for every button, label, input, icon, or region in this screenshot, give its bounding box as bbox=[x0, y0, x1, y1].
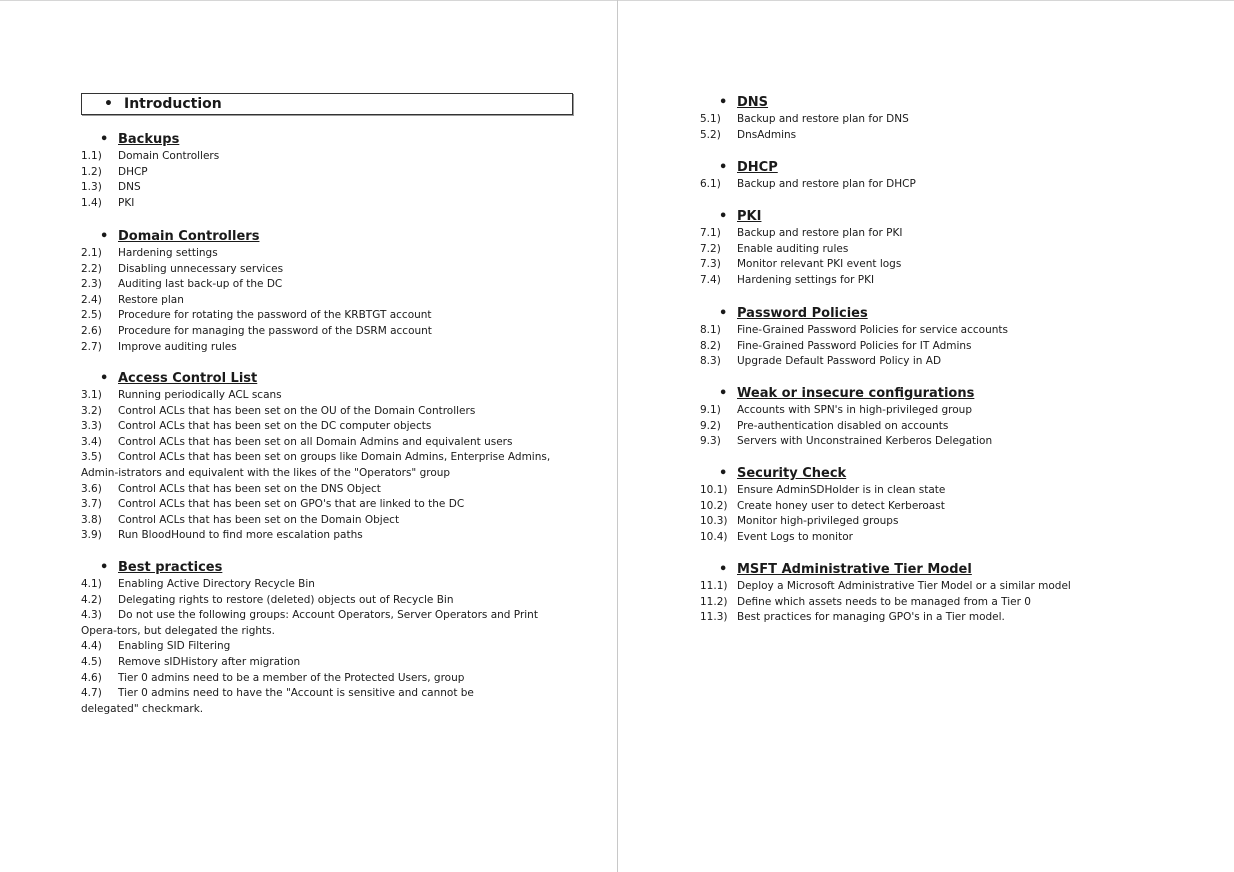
item-number: 9.3) bbox=[700, 435, 721, 448]
item-number: 5.1) bbox=[700, 113, 721, 125]
list-item bbox=[81, 639, 581, 655]
item-text: Upgrade Default Password Policy in AD bbox=[737, 355, 942, 368]
list-item bbox=[81, 497, 581, 513]
item-number: 4.7) bbox=[81, 687, 102, 700]
list-item bbox=[700, 419, 1200, 435]
section-heading bbox=[700, 94, 1200, 112]
section-title: Weak or insecure configurations bbox=[737, 386, 975, 401]
item-number: 7.1) bbox=[700, 227, 721, 239]
bullet-icon: • bbox=[104, 96, 113, 112]
page-divider bbox=[617, 0, 618, 872]
item-number: 4.6) bbox=[81, 671, 102, 684]
item-number: 4.2) bbox=[81, 593, 102, 606]
item-text: Control ACLs that has been set on the DNS Object bbox=[118, 482, 381, 495]
list-item bbox=[700, 226, 1200, 242]
item-text: DnsAdmins bbox=[737, 128, 797, 141]
item-text: Control ACLs that has been set on groups like Domain Admins, Enterprise Admins, Admin-istrators and equivalent with the likes of the "Operators" group bbox=[81, 451, 551, 479]
item-number: 11.3) bbox=[700, 611, 728, 624]
section-weak-or-insecure-configurations bbox=[700, 385, 1200, 450]
section-heading bbox=[700, 465, 1200, 483]
item-text: Hardening settings for PKI bbox=[737, 273, 875, 286]
item-text: Do not use the following groups: Account Operators, Server Operators and Print Opera-tors, but delegated the rights. bbox=[81, 609, 538, 637]
item-text: Procedure for managing the password of the DSRM account bbox=[118, 324, 432, 337]
item-text: Auditing last back-up of the DC bbox=[118, 278, 283, 291]
item-number: 2.6) bbox=[81, 324, 102, 337]
item-number: 10.3) bbox=[700, 515, 728, 528]
list-item bbox=[81, 277, 581, 293]
item-number: 4.4) bbox=[81, 640, 102, 653]
item-number: 3.7) bbox=[81, 498, 102, 511]
section-title: Best practices bbox=[118, 560, 223, 575]
item-text: Improve auditing rules bbox=[118, 340, 237, 353]
list-item bbox=[81, 404, 581, 420]
list-item bbox=[81, 419, 581, 435]
list-item bbox=[700, 499, 1200, 515]
item-number: 9.2) bbox=[700, 419, 721, 432]
item-text: Procedure for rotating the password of the KRBTGT account bbox=[118, 309, 432, 322]
bullet-icon: • bbox=[719, 160, 728, 175]
item-number: 7.4) bbox=[700, 273, 721, 286]
item-text: DHCP bbox=[118, 165, 148, 178]
introduction-title: Introduction bbox=[124, 96, 222, 112]
list-item bbox=[81, 165, 581, 181]
list-item bbox=[700, 514, 1200, 530]
item-number: 1.1) bbox=[81, 150, 102, 162]
list-item bbox=[81, 577, 581, 593]
section-heading bbox=[81, 370, 581, 388]
item-number: 10.1) bbox=[700, 484, 728, 496]
list-item bbox=[81, 196, 581, 212]
section-backups bbox=[81, 131, 581, 211]
item-text: Control ACLs that has been set on all Domain Admins and equivalent users bbox=[118, 435, 513, 448]
list-item bbox=[81, 528, 581, 544]
bullet-icon: • bbox=[719, 466, 728, 481]
item-number: 2.3) bbox=[81, 278, 102, 291]
section-title: Security Check bbox=[737, 466, 847, 481]
section-security-check bbox=[700, 465, 1200, 545]
section-best-practices bbox=[81, 559, 581, 717]
item-number: 9.1) bbox=[700, 404, 721, 416]
item-text: Run BloodHound to find more escalation paths bbox=[118, 529, 363, 542]
list-item bbox=[81, 593, 581, 609]
item-text: Control ACLs that has been set on the OU of the Domain Controllers bbox=[118, 404, 476, 417]
list-item bbox=[700, 257, 1200, 273]
item-number: 4.5) bbox=[81, 655, 102, 668]
section-access-control-list bbox=[81, 370, 581, 544]
list-item bbox=[81, 149, 581, 165]
bullet-icon: • bbox=[719, 209, 728, 224]
item-text: Enabling Active Directory Recycle Bin bbox=[118, 578, 315, 590]
item-text: Best practices for managing GPO's in a Tier model. bbox=[737, 611, 1005, 624]
item-text: Restore plan bbox=[118, 293, 184, 306]
list-item bbox=[700, 339, 1200, 355]
list-item bbox=[81, 655, 581, 671]
item-number: 2.5) bbox=[81, 309, 102, 322]
list-item bbox=[81, 180, 581, 196]
list-item bbox=[700, 595, 1200, 611]
list-item bbox=[700, 610, 1200, 626]
item-text: Fine-Grained Password Policies for IT Admins bbox=[737, 339, 972, 352]
item-text: Fine-Grained Password Policies for service accounts bbox=[737, 324, 1008, 336]
list-item bbox=[700, 128, 1200, 144]
list-item bbox=[81, 324, 581, 340]
item-text: Pre-authentication disabled on accounts bbox=[737, 419, 949, 432]
section-dns bbox=[700, 94, 1200, 143]
list-item bbox=[700, 579, 1200, 595]
bullet-icon: • bbox=[719, 562, 728, 577]
section-title: Domain Controllers bbox=[118, 229, 260, 244]
item-text: Tier 0 admins need to be a member of the Protected Users, group bbox=[118, 671, 465, 684]
section-title: DNS bbox=[737, 95, 769, 110]
section-heading bbox=[700, 305, 1200, 323]
list-item bbox=[700, 483, 1200, 499]
item-text: Create honey user to detect Kerberoast bbox=[737, 499, 945, 512]
item-number: 2.2) bbox=[81, 262, 102, 275]
list-item bbox=[81, 608, 561, 639]
section-dhcp bbox=[700, 159, 1200, 193]
item-text: Monitor relevant PKI event logs bbox=[737, 258, 902, 271]
section-pki bbox=[700, 208, 1200, 288]
item-number: 3.5) bbox=[81, 451, 102, 464]
item-text: Remove sIDHistory after migration bbox=[118, 655, 301, 668]
item-text: Backup and restore plan for DHCP bbox=[737, 178, 916, 190]
list-item bbox=[700, 323, 1200, 339]
item-text: Enabling SID Filtering bbox=[118, 640, 231, 653]
section-title: PKI bbox=[737, 209, 762, 224]
item-text: Delegating rights to restore (deleted) objects out of Recycle Bin bbox=[118, 593, 454, 606]
section-heading bbox=[700, 385, 1200, 403]
list-item bbox=[81, 435, 581, 451]
item-text: Servers with Unconstrained Kerberos Delegation bbox=[737, 435, 993, 448]
item-number: 7.3) bbox=[700, 258, 721, 271]
section-title: Backups bbox=[118, 132, 180, 147]
bullet-icon: • bbox=[100, 132, 109, 147]
section-password-policies bbox=[700, 305, 1200, 370]
section-heading bbox=[700, 561, 1200, 579]
section-heading bbox=[700, 159, 1200, 177]
list-item bbox=[81, 450, 571, 481]
list-item bbox=[700, 354, 1200, 370]
item-number: 6.1) bbox=[700, 178, 721, 190]
item-text: Backup and restore plan for PKI bbox=[737, 227, 903, 239]
section-heading bbox=[81, 131, 581, 149]
list-item bbox=[81, 293, 581, 309]
section-domain-controllers bbox=[81, 228, 581, 355]
item-number: 8.1) bbox=[700, 324, 721, 336]
section-heading bbox=[81, 559, 581, 577]
bullet-icon: • bbox=[100, 229, 109, 244]
list-item bbox=[700, 112, 1200, 128]
item-number: 11.1) bbox=[700, 580, 728, 592]
item-text: Control ACLs that has been set on the DC computer objects bbox=[118, 420, 432, 433]
item-number: 1.3) bbox=[81, 181, 102, 194]
item-text: PKI bbox=[118, 196, 135, 209]
list-item bbox=[81, 246, 581, 262]
item-text: Hardening settings bbox=[118, 247, 218, 259]
list-item bbox=[700, 177, 1200, 193]
item-text: Control ACLs that has been set on GPO's that are linked to the DC bbox=[118, 498, 465, 511]
item-text: Disabling unnecessary services bbox=[118, 262, 284, 275]
section-title: DHCP bbox=[737, 160, 778, 175]
item-number: 11.2) bbox=[700, 595, 728, 608]
list-item bbox=[81, 340, 581, 356]
bullet-icon: • bbox=[100, 560, 109, 575]
item-number: 1.4) bbox=[81, 196, 102, 209]
item-number: 1.2) bbox=[81, 165, 102, 178]
list-item bbox=[700, 273, 1200, 289]
item-number: 2.4) bbox=[81, 293, 102, 306]
item-number: 7.2) bbox=[700, 242, 721, 255]
bullet-icon: • bbox=[719, 386, 728, 401]
item-number: 8.3) bbox=[700, 355, 721, 368]
item-text: DNS bbox=[118, 181, 141, 194]
item-text: Enable auditing rules bbox=[737, 242, 849, 255]
item-text: Accounts with SPN's in high-privileged group bbox=[737, 404, 972, 416]
item-number: 4.1) bbox=[81, 578, 102, 590]
bullet-icon: • bbox=[100, 371, 109, 386]
item-number: 3.3) bbox=[81, 420, 102, 433]
list-item bbox=[81, 262, 581, 278]
section-heading bbox=[700, 208, 1200, 226]
item-number: 3.2) bbox=[81, 404, 102, 417]
item-text: Control ACLs that has been set on the Domain Object bbox=[118, 513, 400, 526]
list-item bbox=[81, 308, 581, 324]
section-title: Password Policies bbox=[737, 306, 868, 321]
item-number: 5.2) bbox=[700, 128, 721, 141]
section-title: MSFT Administrative Tier Model bbox=[737, 562, 972, 577]
item-number: 2.7) bbox=[81, 340, 102, 353]
introduction-heading-box bbox=[81, 93, 573, 115]
item-text: Deploy a Microsoft Administrative Tier Model or a similar model bbox=[737, 580, 1071, 592]
list-item bbox=[700, 403, 1200, 419]
list-item bbox=[81, 388, 581, 404]
list-item bbox=[700, 434, 1200, 450]
item-number: 3.9) bbox=[81, 529, 102, 542]
item-text: Define which assets needs to be managed from a Tier 0 bbox=[737, 595, 1031, 608]
item-number: 3.4) bbox=[81, 435, 102, 448]
list-item bbox=[81, 686, 521, 717]
item-number: 4.3) bbox=[81, 609, 102, 622]
item-number: 3.8) bbox=[81, 513, 102, 526]
bullet-icon: • bbox=[719, 306, 728, 321]
item-number: 3.6) bbox=[81, 482, 102, 495]
section-title: Access Control List bbox=[118, 371, 258, 386]
item-number: 8.2) bbox=[700, 339, 721, 352]
item-text: Event Logs to monitor bbox=[737, 530, 853, 543]
list-item bbox=[700, 530, 1200, 546]
item-text: Tier 0 admins need to have the "Account is sensitive and cannot be delegated" checkmark. bbox=[81, 687, 474, 715]
item-text: Monitor high-privileged groups bbox=[737, 515, 899, 528]
item-number: 10.4) bbox=[700, 530, 728, 543]
item-text: Ensure AdminSDHolder is in clean state bbox=[737, 484, 946, 496]
item-number: 3.1) bbox=[81, 389, 102, 401]
item-text: Backup and restore plan for DNS bbox=[737, 113, 909, 125]
list-item bbox=[81, 671, 581, 687]
section-msft-administrative-tier-model bbox=[700, 561, 1200, 626]
item-number: 2.1) bbox=[81, 247, 102, 259]
bullet-icon: • bbox=[719, 95, 728, 110]
section-heading bbox=[81, 228, 581, 246]
list-item bbox=[81, 482, 581, 498]
item-text: Running periodically ACL scans bbox=[118, 389, 282, 401]
list-item bbox=[700, 242, 1200, 258]
item-text: Domain Controllers bbox=[118, 150, 220, 162]
item-number: 10.2) bbox=[700, 499, 728, 512]
list-item bbox=[81, 513, 581, 529]
